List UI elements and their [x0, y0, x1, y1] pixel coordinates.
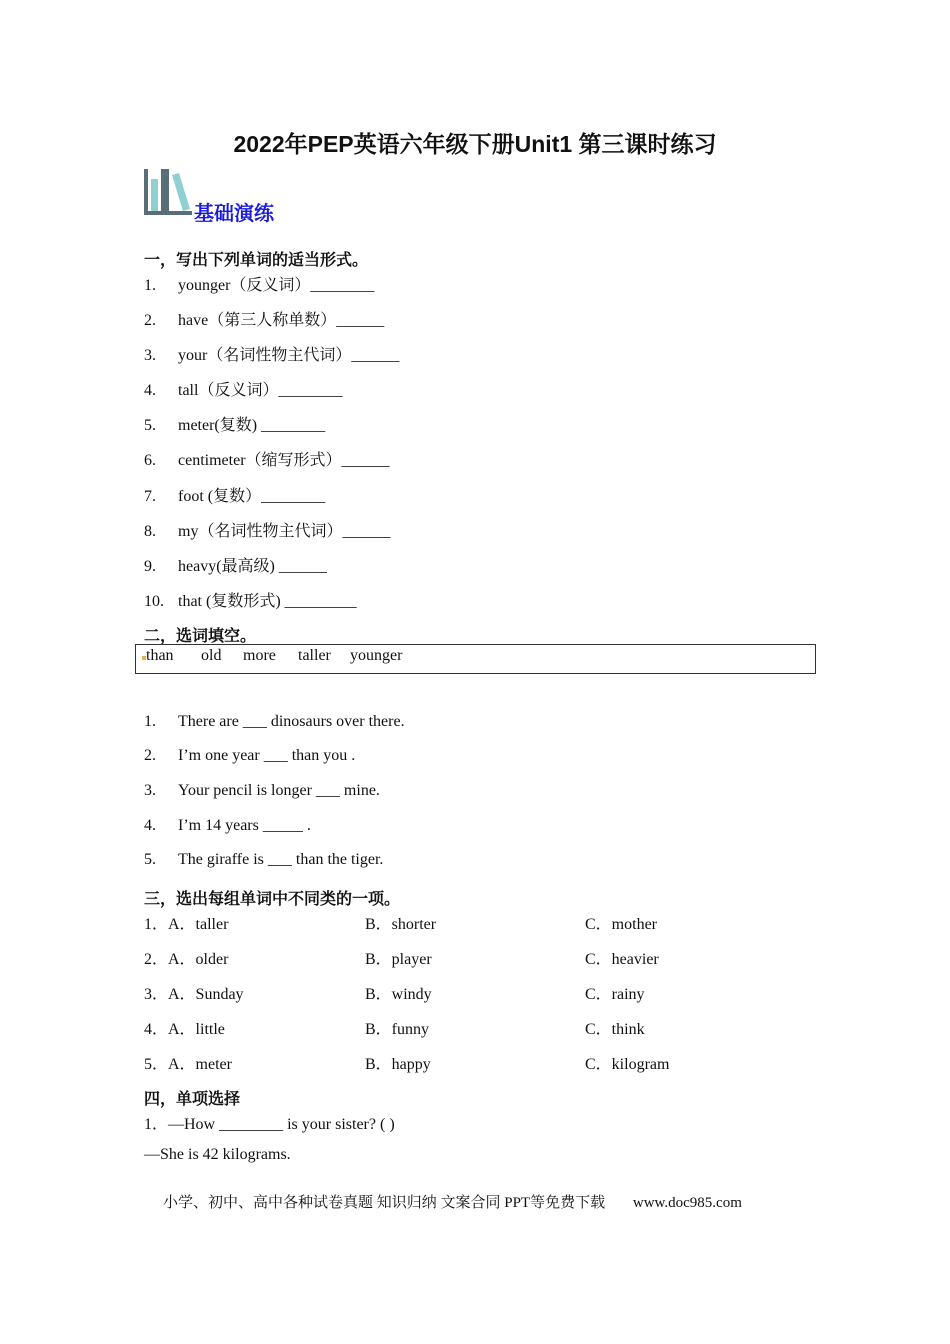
page-title: 2022年PEP英语六年级下册Unit1 第三课时练习 — [233, 131, 717, 157]
option-a: A．older — [168, 951, 229, 968]
option-b: B．windy — [365, 986, 432, 1003]
list-item: 5. meter(复数) ________ — [144, 417, 326, 434]
list-item: 5. The giraffe is ___ than the tiger. — [144, 851, 384, 868]
section-1-heading: 一，写出下列单词的适当形式。 — [144, 252, 369, 269]
list-item: 1. younger（反义词）________ — [144, 277, 375, 294]
option-c: C．think — [585, 1021, 645, 1038]
list-item: 4. I’m 14 years _____ . — [144, 817, 311, 834]
footer-text: 小学、初中、高中各种试卷真题 知识归纳 文案合同 PPT等免费下载 — [163, 1195, 606, 1211]
list-item: 4. tall（反义词）________ — [144, 382, 343, 399]
option-b: B．player — [365, 951, 432, 968]
section-banner — [142, 165, 342, 225]
list-item: 1. There are ___ dinosaurs over there. — [144, 713, 405, 730]
footer — [163, 1191, 742, 1212]
list-item: 2. I’m one year ___ than you . — [144, 747, 356, 764]
banner-label: 基础演练 — [194, 203, 274, 225]
option-c: C．mother — [585, 916, 657, 933]
option-c: C．heavier — [585, 951, 659, 968]
option-b: B．happy — [365, 1056, 431, 1073]
list-item: 7. foot (复数）________ — [144, 488, 326, 505]
option-a: A．taller — [168, 916, 229, 933]
option-c: C．kilogram — [585, 1056, 670, 1073]
list-item: 8. my（名词性物主代词）______ — [144, 523, 391, 540]
list-item: 2. have（第三人称单数）______ — [144, 312, 385, 329]
word-bank-word: taller — [298, 647, 331, 664]
section-4-heading: 四，单项选择 — [144, 1091, 241, 1108]
list-item: 6. centimeter（缩写形式）______ — [144, 452, 390, 469]
option-b: B．shorter — [365, 916, 437, 933]
answer-text: —She is 42 kilograms. — [144, 1146, 291, 1163]
word-bank-word: more — [243, 647, 276, 664]
word-bank-box — [135, 644, 816, 674]
option-a: A．little — [168, 1021, 225, 1038]
list-item: 3. Your pencil is longer ___ mine. — [144, 782, 380, 799]
word-bank-word: than — [142, 647, 174, 665]
footer-url: www.doc985.com — [632, 1195, 742, 1211]
word-bank-word: old — [201, 647, 222, 664]
option-a: A．Sunday — [168, 986, 244, 1003]
option-c: C．rainy — [585, 986, 645, 1003]
section-3-heading: 三，选出每组单词中不同类的一项。 — [144, 891, 401, 908]
list-item: 3. your（名词性物主代词）______ — [144, 347, 400, 364]
books-icon — [142, 165, 194, 219]
word-bank-word: younger — [350, 647, 403, 664]
section-2-heading: 二，选词填空。 — [144, 628, 257, 645]
list-item: 10. that (复数形式) _________ — [144, 593, 357, 610]
option-b: B．funny — [365, 1021, 430, 1038]
question-text: 1．—How ________ is your sister? ( ) — [144, 1116, 395, 1133]
list-item: 9. heavy(最高级) ______ — [144, 558, 327, 575]
option-a: A．meter — [168, 1056, 232, 1073]
